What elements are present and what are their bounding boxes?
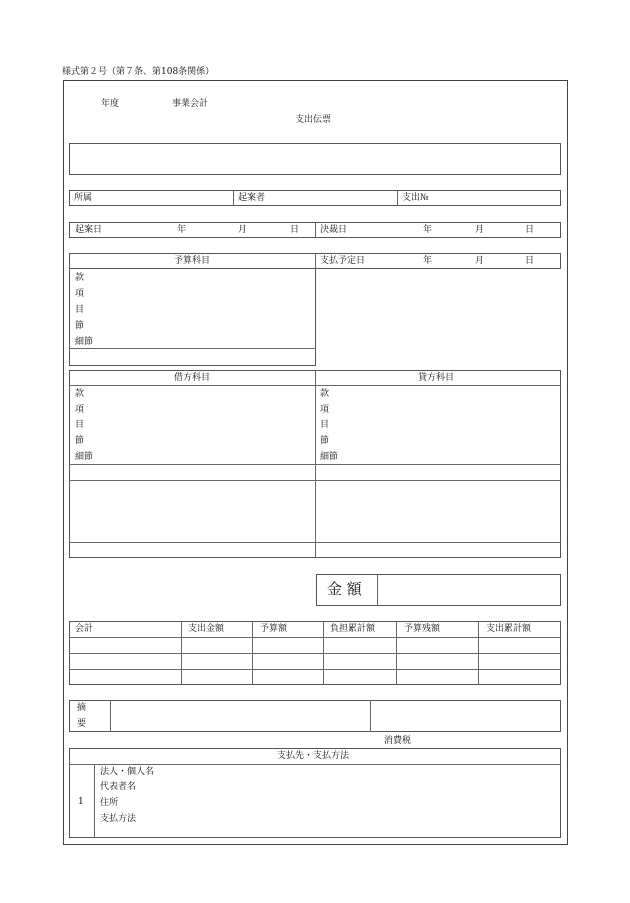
payee-field: 法人・個人名: [100, 767, 155, 777]
draft-month-label: 月: [238, 225, 248, 235]
draft-date-label: 起案日: [75, 225, 103, 235]
payee-header: 支払先・支払方法: [277, 751, 350, 761]
approval-date-label: 決裁日: [320, 225, 348, 235]
debit-item: 款: [75, 389, 85, 399]
column-header: 予算残額: [404, 624, 441, 634]
column-header: 支出金額: [188, 624, 225, 634]
remarks-field[interactable]: [111, 701, 369, 731]
budget-header: 予算科目: [174, 256, 211, 266]
description-field[interactable]: [69, 143, 561, 175]
form-id: 様式第２号（第７条、第108条関係）: [62, 67, 215, 77]
column-header: 予算額: [260, 624, 288, 634]
debit-item: 項: [75, 405, 85, 415]
payment-month-label: 月: [475, 256, 485, 266]
budget-items-box: [69, 268, 316, 366]
budget-item: 節: [75, 321, 85, 331]
draft-day-label: 日: [290, 225, 300, 235]
remarks-label-top: 摘: [77, 703, 87, 713]
debit-header: 借方科目: [174, 373, 211, 383]
info-row: [69, 190, 561, 206]
payee-number: 1: [78, 797, 84, 807]
approval-month-label: 月: [475, 225, 485, 235]
credit-item: 項: [320, 405, 330, 415]
remarks-label-bottom: 要: [77, 719, 87, 729]
payee-table: [69, 748, 561, 838]
budget-item: 項: [75, 289, 85, 299]
column-header: 負担累計額: [330, 624, 376, 634]
tax-label: 消費税: [384, 736, 412, 746]
credit-item: 款: [320, 389, 330, 399]
payee-field: 代表者名: [100, 782, 137, 792]
budget-item: 目: [75, 305, 85, 315]
payment-date-label: 支払予定日: [320, 256, 366, 266]
approval-day-label: 日: [525, 225, 535, 235]
credit-header: 貸方科目: [418, 373, 455, 383]
department-label: 所属: [74, 193, 93, 203]
column-header: 支出累計額: [486, 624, 532, 634]
year-label: 年度: [101, 99, 120, 109]
column-header: 会計: [75, 624, 94, 634]
account-label: 事業会計: [172, 99, 209, 109]
payment-year-label: 年: [423, 256, 433, 266]
drafter-label: 起案者: [238, 193, 266, 203]
draft-year-label: 年: [177, 225, 187, 235]
approval-year-label: 年: [423, 225, 433, 235]
payee-field: 支払方法: [100, 814, 137, 824]
amount-label: 金 額: [327, 580, 362, 598]
expense-no-label: 支出№: [402, 193, 429, 203]
credit-item: 節: [320, 436, 330, 446]
debit-item: 目: [75, 420, 85, 430]
budget-item: 款: [75, 273, 85, 283]
payee-field: 住所: [100, 798, 119, 808]
page-title: 支出伝票: [295, 115, 332, 125]
credit-item: 目: [320, 420, 330, 430]
payment-day-label: 日: [525, 256, 535, 266]
budget-item: 細節: [75, 337, 94, 347]
debit-item: 細節: [75, 452, 94, 462]
credit-item: 細節: [320, 452, 339, 462]
debit-item: 節: [75, 436, 85, 446]
